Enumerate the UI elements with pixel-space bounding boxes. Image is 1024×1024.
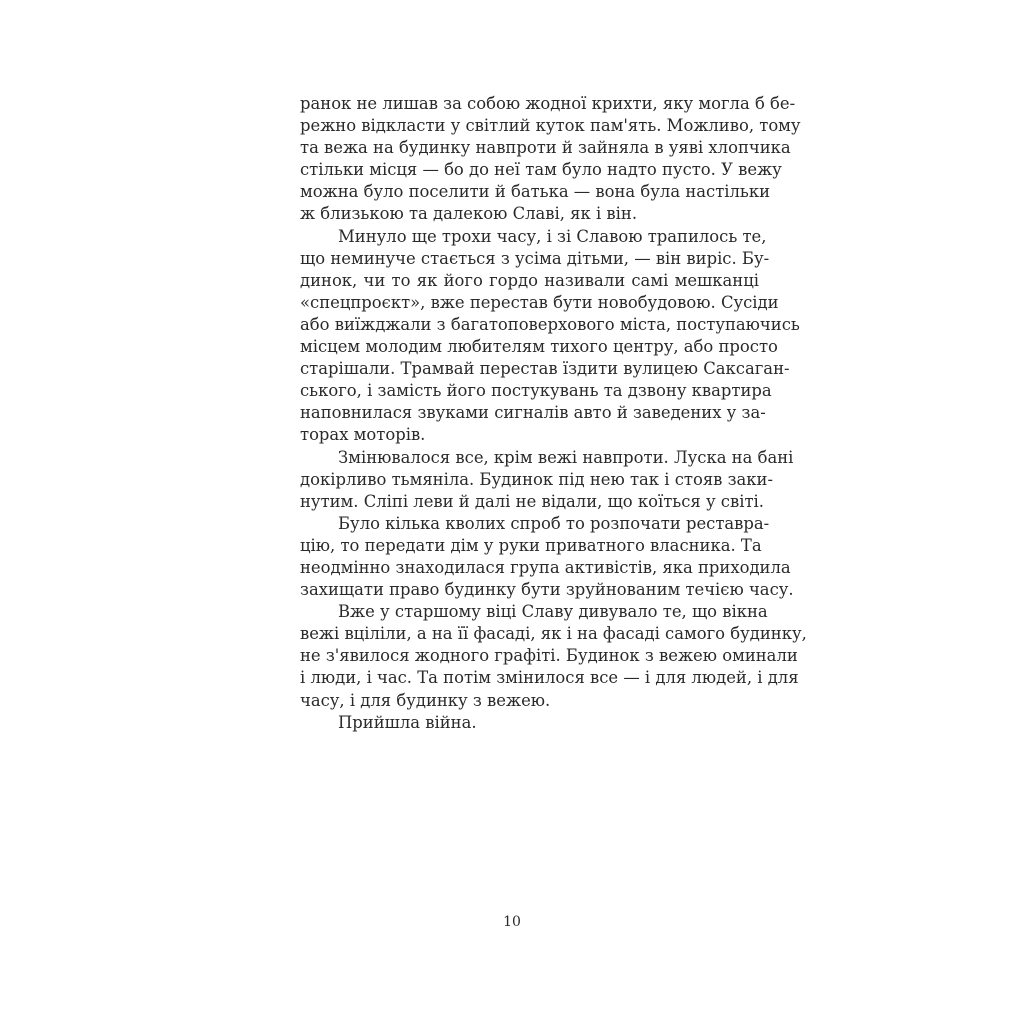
text-line: не з'явилося жодного графіті. Будинок з вежею оминали <box>300 646 798 666</box>
text-line: докірливо тьмяніла. Будинок під нею так і стояв заки- <box>300 469 774 489</box>
text-line: що неминуче стається з усіма дітьми, — він виріс. Бу- <box>300 248 770 268</box>
text-line: наповнилася звуками сигналів авто й заведених у за- <box>300 403 766 423</box>
text-line: ж близькою та далекою Славі, як і він. <box>300 204 638 224</box>
body-text <box>300 93 807 734</box>
text-line: старішали. Трамвай перестав їздити вулицею Саксаган- <box>300 359 790 379</box>
text-line: та вежа на будинку навпроти й зайняла в уяві хлопчика <box>300 138 791 158</box>
text-line: неодмінно знаходилася група активістів, яка приходила <box>300 557 791 577</box>
text-line: «спецпроєкт», вже перестав бути новобудовою. Сусіди <box>300 292 779 312</box>
text-line: Було кілька кволих спроб то розпочати реставра- <box>338 513 770 533</box>
paragraph <box>300 93 801 226</box>
text-line: Вже у старшому віці Славу дивувало те, що вікна <box>338 602 768 622</box>
text-line: часу, і для будинку з вежею. <box>300 690 551 710</box>
page-number: 10 <box>503 914 521 930</box>
text-line: місцем молодим любителям тихого центру, або просто <box>300 337 778 357</box>
paragraph <box>300 513 794 601</box>
paragraph <box>300 601 807 711</box>
text-line: ського, і замість його постукувань та дзвону квартира <box>300 381 772 401</box>
text-line: і люди, і час. Та потім змінилося все — і для людей, і для <box>300 668 799 688</box>
text-line: можна було поселити й батька — вона була настільки <box>300 182 771 202</box>
text-line: торах моторів. <box>300 425 426 445</box>
text-line: Минуло ще трохи часу, і зі Славою трапилось те, <box>338 226 767 246</box>
text-line: або виїжджали з багатоповерхового міста, поступаючись <box>300 314 800 334</box>
text-line: режно відкласти у світлий куток пам'ять. Можливо, тому <box>300 116 801 136</box>
text-line: захищати право будинку бути зруйнованим течією часу. <box>300 580 794 600</box>
paragraph <box>300 447 794 513</box>
text-line: цію, то передати дім у руки приватного власника. Та <box>300 535 762 555</box>
text-line: Змінювалося все, крім вежі навпроти. Луска на бані <box>338 447 794 467</box>
text-line: Прийшла війна. <box>338 712 477 732</box>
text-line: стільки місця — бо до неї там було надто пусто. У вежу <box>300 160 782 180</box>
text-line: вежі вціліли, а на її фасаді, як і на фасаді самого будинку, <box>300 624 807 644</box>
text-line: динок, чи то як його гордо називали самі мешканці <box>300 270 759 290</box>
paragraph <box>300 226 800 447</box>
text-line: нутим. Сліпі леви й далі не відали, що коїться у світі. <box>300 491 764 511</box>
paragraph <box>300 712 759 734</box>
text-line: ранок не лишав за собою жодної крихти, яку могла б бе- <box>300 94 796 113</box>
